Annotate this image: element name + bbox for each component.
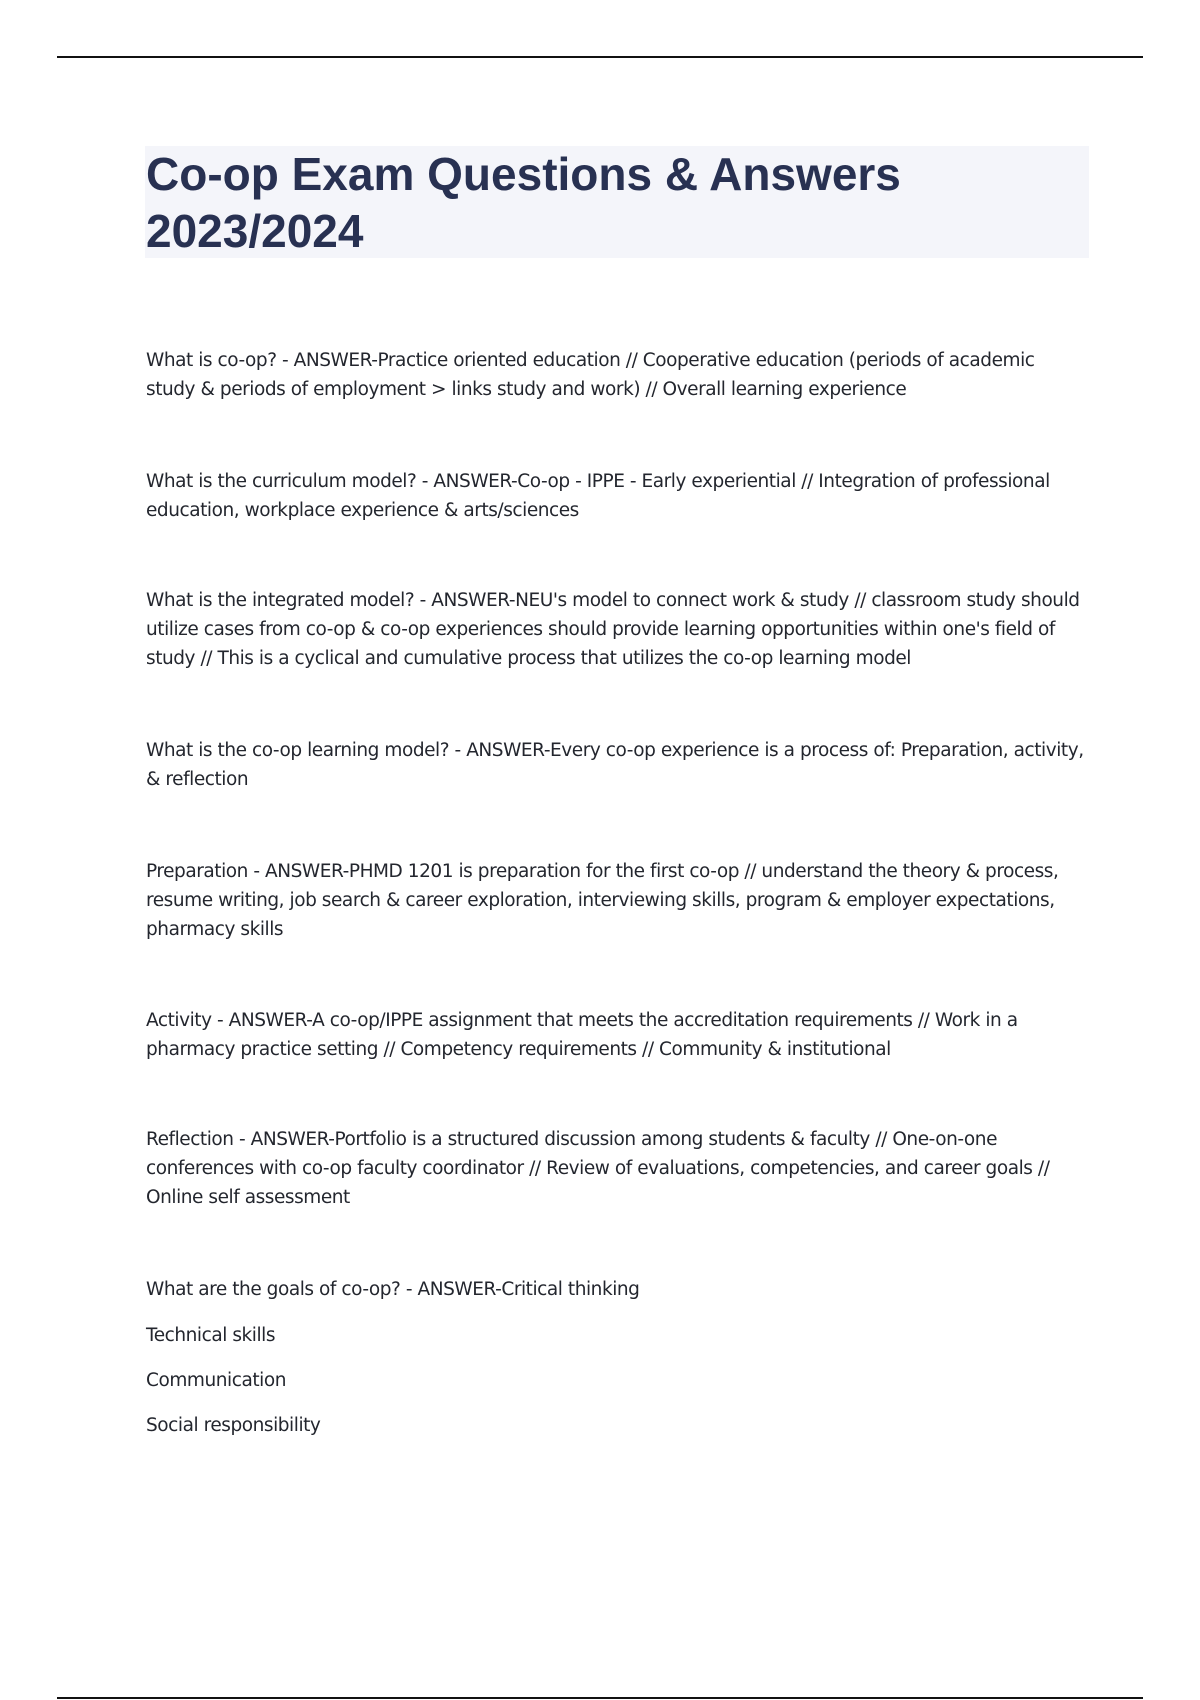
goal-item: Social responsibility bbox=[146, 1415, 321, 1436]
qa-item-goals: What are the goals of co-op? - ANSWER-Critical thinking bbox=[146, 1279, 640, 1300]
goal-item: Communication bbox=[146, 1370, 286, 1391]
qa-item-activity: Activity - ANSWER-A co-op/IPPE assignment that meets the accreditation requirements // Work in a pharmacy practice setting // Competency requirements // Community & institutional bbox=[146, 1010, 1018, 1060]
bottom-divider bbox=[57, 1697, 1143, 1699]
qa-item-reflection: Reflection - ANSWER-Portfolio is a structured discussion among students & faculty // One-on-one conferences with co-op faculty coordinator // Review of evaluations, competencies, and career goals // Online self assessment bbox=[146, 1129, 1050, 1208]
top-divider bbox=[57, 56, 1143, 58]
qa-item-integrated-model: What is the integrated model? - ANSWER-NEU's model to connect work & study // classroom study should utilize cases from co-op & co-op experiences should provide learning opportunities within one's field of study // This is a cyclical and cumulative process that utilizes the co-op learning model bbox=[146, 590, 1080, 669]
goal-item: Technical skills bbox=[146, 1325, 276, 1346]
qa-item-curriculum-model: What is the curriculum model? - ANSWER-Co-op - IPPE - Early experiential // Integration of professional education, workplace experience & arts/sciences bbox=[146, 471, 1050, 521]
qa-item-learning-model: What is the co-op learning model? - ANSWER-Every co-op experience is a process of: Preparation, activity, & reflection bbox=[146, 740, 1084, 790]
qa-item-co-op: What is co-op? - ANSWER-Practice oriented education // Cooperative education (periods of academic study & periods of employment > links study and work) // Overall learning experience bbox=[146, 350, 1035, 400]
qa-item-preparation: Preparation - ANSWER-PHMD 1201 is preparation for the first co-op // understand the theory & process, resume writing, job search & career exploration, interviewing skills, program & employer expectations, pharmacy skills bbox=[146, 861, 1059, 940]
document-title: Co-op Exam Questions & Answers 2023/2024 bbox=[146, 148, 901, 257]
